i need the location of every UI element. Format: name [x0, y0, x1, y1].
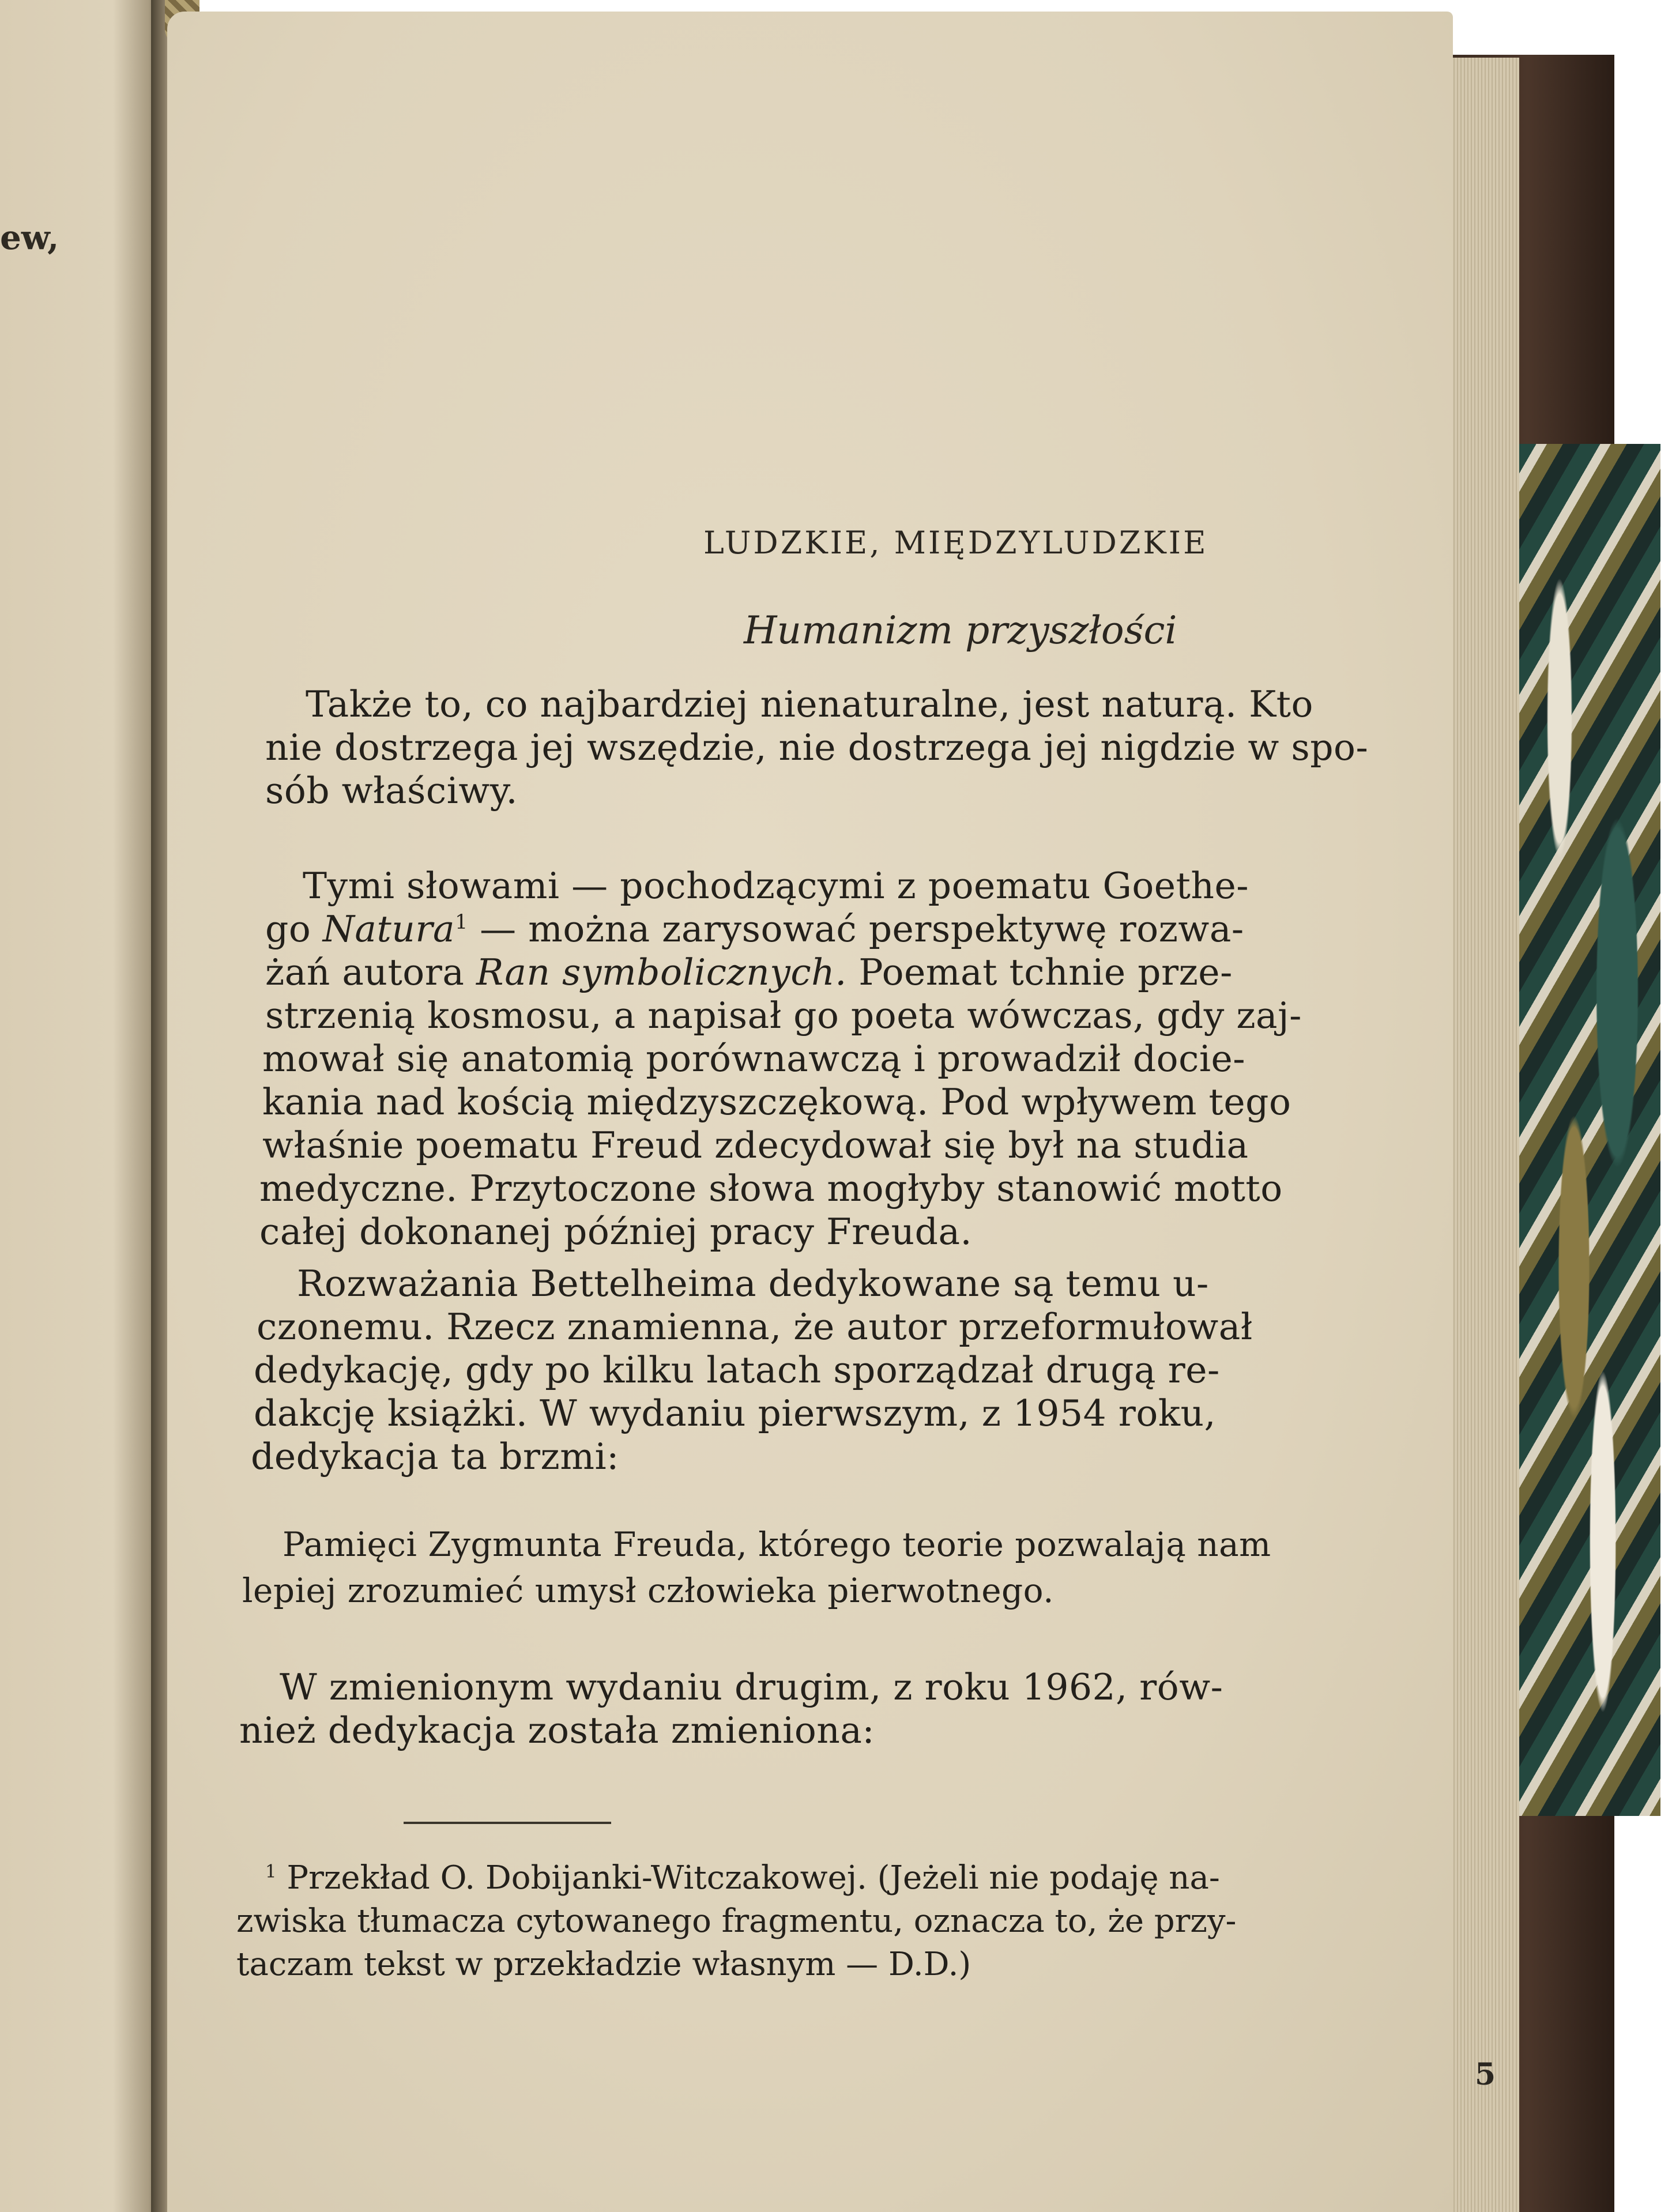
paragraph-line: medyczne. Przytoczone słowa mogłyby stanowić motto [259, 1167, 1283, 1209]
paragraph-line: Rozważania Bettelheima dedykowane są temu u- [297, 1263, 1209, 1305]
paragraph-line: dedykacja ta brzmi: [251, 1435, 619, 1478]
paragraph-line: kania nad kością międzyszczękową. Pod wpływem tego [262, 1081, 1291, 1123]
epigraph-line: nie dostrzega jej wszędzie, nie dostrzega jej nigdzie w spo- [265, 726, 1369, 768]
previous-page-text-fragment: ew, [0, 218, 59, 257]
italic-title: Ran symbolicznych. [476, 951, 847, 993]
chapter-subtitle: Humanizm przyszłości [744, 608, 1177, 653]
paragraph-line: nież dedykacja została zmieniona: [239, 1709, 875, 1751]
section-title: LUDZKIE, MIĘDZYLUDZKIE [703, 525, 1208, 561]
footnote-reference: 1 [455, 911, 468, 934]
paragraph-line: całej dokonanej później pracy Freuda. [259, 1211, 973, 1253]
dedication-quote-line: lepiej zrozumieć umysł człowieka pierwotnego. [242, 1571, 1055, 1610]
footnote-line: zwiska tłumacza cytowanego fragmentu, oznacza to, że przy- [236, 1902, 1237, 1940]
paragraph-line: żań autora Ran symbolicznych. Poemat tchnie prze- [265, 951, 1233, 993]
page-number: 5 [1475, 2057, 1496, 2092]
paragraph-line: mował się anatomią porównawczą i prowadził docie- [262, 1038, 1246, 1080]
epigraph-line: Także to, co najbardziej nienaturalne, jest naturą. Kto [306, 683, 1313, 725]
footnote-line: taczam tekst w przekładzie własnym — D.D.) [236, 1946, 971, 1983]
footnote-line: $^1$ Przekład O. Dobijanki-Witczakowej. (Jeżeli nie podaję na- [265, 1859, 1220, 1897]
footnote-marker: 1 [265, 1861, 277, 1882]
dedication-quote-line: Pamięci Zygmunta Freuda, którego teorie pozwalają nam [283, 1525, 1271, 1564]
paragraph-line: go Natura$^1$ — można zarysować perspektywę rozwa- [265, 908, 1244, 950]
previous-page [0, 0, 161, 2212]
marbled-page-edge [1516, 444, 1660, 1816]
paragraph-line: właśnie poematu Freud zdecydował się był na studia [262, 1124, 1249, 1166]
footnote-separator [404, 1822, 611, 1824]
book-page [167, 12, 1496, 2212]
epigraph-line: sób właściwy. [265, 770, 518, 812]
page-stack-edge [1444, 58, 1519, 2212]
paragraph-line: Tymi słowami — pochodzącymi z poematu Goethe- [303, 865, 1249, 907]
italic-title: Natura [322, 908, 455, 950]
paragraph-line: dakcję książki. W wydaniu pierwszym, z 1954 roku, [254, 1392, 1217, 1434]
paragraph-line: strzenią kosmosu, a napisał go poeta wówczas, gdy zaj- [265, 994, 1302, 1037]
paragraph-line: W zmienionym wydaniu drugim, z roku 1962, rów- [280, 1666, 1223, 1708]
paragraph-line: dedykację, gdy po kilku latach sporządzał drugą re- [254, 1349, 1220, 1391]
paragraph-line: czonemu. Rzecz znamienna, że autor przeformułował [257, 1306, 1253, 1348]
